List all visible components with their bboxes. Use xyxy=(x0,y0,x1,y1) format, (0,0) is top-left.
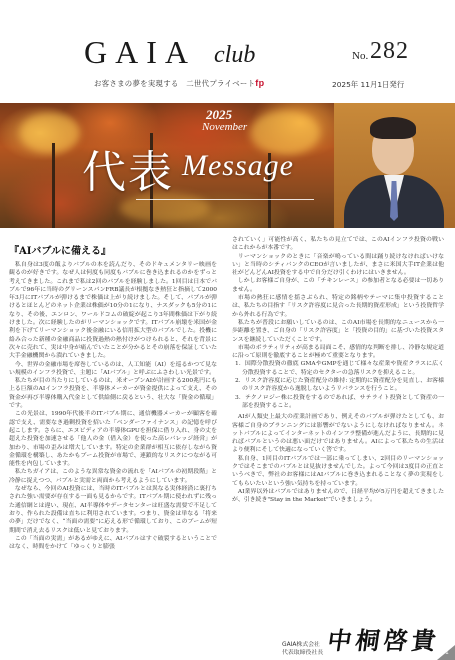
article-left-column xyxy=(9,261,217,551)
article-headline: 『AIバブルに備える』 xyxy=(9,246,112,257)
paragraph: なぜなら、今回のAI投資には、当時のITバブルとは異なる実体経済に裏打ちされた強い需要が存在する一面も見るからです。ITバブル期に使われずに残った通信網とは違い、現在、AI半導体やデータセンターは旺盛な需要で不足しており、作られた設備は直ちに利用されています。つまり、資金は単なる「将来の夢」だけでなく、“当面の需要”に応える形で循環しており、このブームが短期間で消え去るリスクは低いと見ております。 xyxy=(9,486,217,534)
list-item: 3．テクノロジー株に投資をするのであれば、サテライト投資として資産の一部を投資すること。 xyxy=(235,394,444,409)
paragraph: この「当面の実需」があるがゆえに、AIバブルはすぐ破裂するということではなく、時間をかけて「ゆっくりと膨張 xyxy=(9,535,217,551)
paragraph: AIが人類史上最大の産業計画であり、例えそのバブルが弾けたとしても、お客様ご自身のプランニングには影響がでないようにしなければなりません。ネットバブルによってインターネットのインフラ整備が進んだように、長期的に見ればバブルというのは悪い面だけではありません。AIによって私たちの生活はより便利にそして快適になっていく筈です。 xyxy=(232,414,444,454)
hero-title-word: Message xyxy=(182,149,294,182)
paragraph: 私自身、1回目のITバブルでは一部に乗ってしまい、2回目のリーマンショックではそこまでのバブルとは見抜けませんでした。よって今回は3度目の正直というべきで、弊社のお客様にはAIバブルに巻き込まれることなく夢の実現をしてもらいたいという強い気持ちを持っています。 xyxy=(232,455,444,487)
paragraph: 市場のボラティリティが高まる局面こそ、感情的な判断を排し、冷静な規定道に沿って原則を徹底することが極めて重要となります。 xyxy=(232,344,444,360)
portrait-hair xyxy=(370,117,416,139)
paragraph: この光景は、1990年代後半のITバブル期に、通信機器メーカーが顧客を確認で支え、需要なき過剰投資を招いた「ベンダーファイナンス」の記憶を呼び起こします。さらに、エヌビディアの半導体GPUを担保に借り入れ、身の丈を超えた投資を加速させる「他人の金（借入金）を使った高レバレッジ経営」が加わり、市場の歪みは増大しています。特定の企業群が相互に依存しながら資金循環を構築し、あたかもブーム投資が市場で、連鎖的なリスクにつながる可能性を内包しています。 xyxy=(9,411,217,468)
paragraph: 私たちが普段にお願いしているのは、このAI市場を長期的なニュースから一歩距離を置き、ご自身の「リスク許容度」と「投資の目的」に基づいた投資スタンスを継続していただくことです。 xyxy=(232,319,444,343)
page-number: 1 xyxy=(445,649,449,656)
principles-list xyxy=(232,360,444,410)
paragraph: 私たちガイアは、このような異常な資金の流れを「AIバブルの初期段階」と冷静に捉えつつ、バブルと実需と両面から考えるようにしています。 xyxy=(9,469,217,484)
paragraph: 私自身は3度の飯よりバブルの本を読んだり、そのドキュメンタリー映画を観るのが好きです。なぜ人は何度も同度もバブルに巻き込まれるのかをずっと考えてきました。これまで私は2回のバブルを経験しました。1回目は日本でバブルで96年に当時のグリーンスパンFRB議長が根拠なき熱狂と指摘して2000年3月にITバブルが弾けるまで株価は上がり続けました。そして、バブルが弾けるとほとんどのネット企業は株価が10分の1になり、ナスダックも5分の1になり、その後、エンロン、ワールドコムの破綻が起こり3年間株価は下がり続けました。次に経験したのがリーマンショックです。ITバブル崩壊を米国が金利を下げてリーマンショック後金融にいる信用拡大型のバブルでした。投機に絡み合った新種の金融商品に投資過熱の熱付けがつけられると、それを背景に次々に売れて、実は中身が痛んでいたことが分かるとその崩落を保証していた大手金融機関から潰れていきました。 xyxy=(9,262,217,360)
logo-club: club xyxy=(214,42,256,68)
hero-year: 2025 xyxy=(206,107,232,122)
signature-title: 代表取締役社長 xyxy=(282,650,324,656)
signature-company: GAIA株式会社 xyxy=(282,642,320,648)
signature-block xyxy=(282,641,323,657)
article-right-column xyxy=(232,236,444,505)
handwritten-signature: 中桐啓貴 xyxy=(325,626,442,655)
hero-title-kanji: 代表 xyxy=(82,147,174,198)
article xyxy=(0,228,455,660)
foliage-highlight xyxy=(20,113,80,153)
paragraph: しかしお客様ご自身が、この「チキンレース」の参加者となる必要は一切ありません。 xyxy=(232,278,444,293)
logo-gaia: GAIA xyxy=(84,34,196,70)
tagline xyxy=(94,78,264,89)
list-item: 2．リスク許容度に応じた資産配分の維持: 定期的に資産配分を見直し、お客様のリスク許容度から逸脱しないようリバランスを行うこと。 xyxy=(235,378,444,393)
tagline-text: お客さまの夢を実現する 二世代プライベート xyxy=(94,79,256,88)
paragraph: リーマンショックのときに「音楽が鳴っている間は踊り続けなければいけない」と当時のシティバンクのCEOが言いましたが、まさに米国大手IT企業は他社がどんどんAI投資をする中で自分だけ引くわけにはいきません。 xyxy=(232,253,444,277)
hero-divider xyxy=(136,199,314,200)
fp-mark: fp xyxy=(255,78,265,88)
issue-date: 2025年 11月1日発行 xyxy=(332,80,405,89)
paragraph: AI業界以外はバブルではありませんので、日経平均が5万円を超えてきましたが、引き続き"Stay in the Market"でいきましょう。 xyxy=(232,488,444,504)
paragraph: されていく」可能性が高く、私たちの見立てでは、このAIインフラ投資の戦いはこれからが本番です。 xyxy=(232,237,444,252)
ceo-portrait xyxy=(334,103,455,228)
tree-trunk xyxy=(52,143,55,228)
masthead xyxy=(0,0,455,103)
paragraph: 市場の熱狂に感情を揺さぶられ、特定の銘柄やテーマに集中投資することは、私たちの目指す「リスク許容度に見合った長期的資産形成」という投資哲学から外れる行為です。 xyxy=(232,295,444,318)
paragraph: 今、世界の金融市場を席巻しているのは、人工知能（AI）を巡るかつて見ない規模のインフラ投資で、主題に「AIバブル」と呼ぶにふさわしい光景です。 xyxy=(9,361,217,376)
paragraph: 私たちが目の当たりにしているのは、米オープンAIが計画する200兆円にも上る巨額のAIインフラ投資を、半導体メーカーが資金提供によって支え、その資金が再び半導体購入代金として供給側に戻るという、壮大な「資金の循環」です。 xyxy=(9,378,217,410)
list-item: 1．国際分散投資の徹底 GMAやGMPを通じて様々な産業や資産クラスに広く分散投資することで、特定のセクターの急落リスクを抑えること。 xyxy=(235,361,444,376)
issue-number: 282 xyxy=(370,38,409,64)
issue-prefix: No. xyxy=(352,50,369,62)
hero-month: November xyxy=(202,121,248,133)
